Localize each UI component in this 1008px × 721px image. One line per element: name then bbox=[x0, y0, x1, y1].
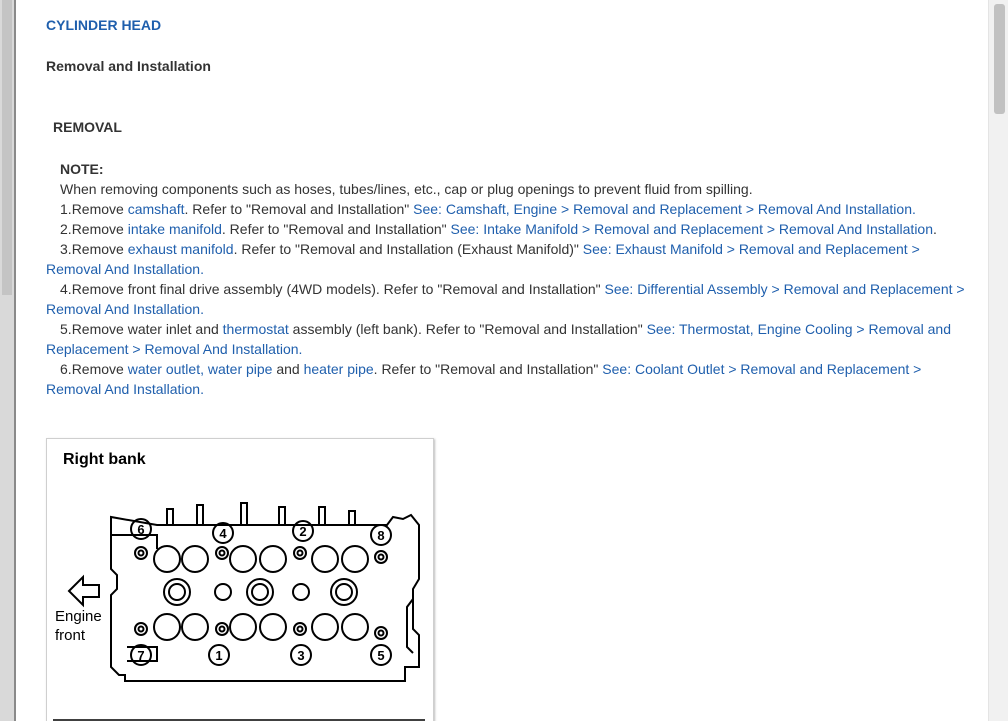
right-scrollbar-thumb[interactable] bbox=[994, 4, 1005, 114]
heater-pipe-link[interactable]: heater pipe bbox=[303, 361, 374, 377]
thermostat-link[interactable]: thermostat bbox=[222, 321, 289, 337]
step-text: . Refer to "Removal and Installation" bbox=[373, 361, 603, 377]
see-exhaust-manifold-link[interactable]: See: Exhaust Manifold > Removal and Replacement > Removal And Installation bbox=[46, 241, 920, 277]
bolt-number: 6 bbox=[137, 522, 145, 537]
step-text: Remove bbox=[71, 241, 128, 257]
step-text: . Refer to "Removal and Installation (Exhaust Manifold)" bbox=[233, 241, 583, 257]
step-1 bbox=[46, 199, 976, 219]
step-4 bbox=[46, 279, 976, 319]
see-intake-manifold-link[interactable]: See: Intake Manifold > Removal and Replacement > Removal And Installation bbox=[450, 221, 934, 237]
bolt-number: 2 bbox=[299, 524, 307, 539]
see-differential-assembly-link[interactable]: See: Differential Assembly > Removal and Replacement > Removal And Installation bbox=[46, 281, 965, 317]
step-text: assembly (left bank). Refer to "Removal and Installation" bbox=[288, 321, 647, 337]
step-number: 5. bbox=[60, 321, 72, 337]
step-2 bbox=[46, 219, 976, 239]
bolt-number: 3 bbox=[297, 648, 305, 663]
step-text: . Refer to "Removal and Installation" bbox=[184, 201, 414, 217]
step-number: 4. bbox=[60, 281, 72, 297]
step-number: 2. bbox=[60, 221, 72, 237]
procedure-body bbox=[46, 159, 976, 399]
water-outlet-link[interactable]: water outlet bbox=[127, 361, 201, 377]
camshaft-link[interactable]: camshaft bbox=[127, 201, 185, 217]
cylinder-head-outline bbox=[111, 503, 419, 681]
bolt-number: 7 bbox=[137, 648, 145, 663]
bolt-number: 5 bbox=[377, 648, 385, 663]
left-scrollbar-thumb[interactable] bbox=[2, 0, 12, 295]
step-period: . bbox=[298, 341, 303, 357]
step-text: . Refer to "Removal and Installation" bbox=[221, 221, 451, 237]
figure-title: Right bank bbox=[63, 451, 146, 468]
note-label: NOTE: bbox=[60, 161, 104, 177]
step-number: 1. bbox=[60, 201, 72, 217]
front-label: front bbox=[55, 627, 86, 644]
see-camshaft-link[interactable]: See: Camshaft, Engine > Removal and Replacement > Removal And Installation bbox=[413, 201, 912, 217]
see-thermostat-link[interactable]: See: Thermostat, Engine Cooling > Removal and Replacement > Removal And Installation bbox=[46, 321, 951, 357]
step-period: . bbox=[933, 221, 937, 237]
step-period: . bbox=[200, 301, 204, 317]
step-text: Remove front final drive assembly (4WD models). Refer to "Removal and Installation" bbox=[71, 281, 605, 297]
step-number: 3. bbox=[60, 241, 72, 257]
bolt-number: 1 bbox=[215, 648, 223, 663]
bolt-number: 4 bbox=[219, 526, 227, 541]
step-5 bbox=[46, 319, 976, 359]
engine-label: Engine bbox=[55, 608, 102, 625]
step-3 bbox=[46, 239, 976, 279]
step-text: Remove bbox=[71, 221, 128, 237]
step-text: Remove bbox=[71, 201, 128, 217]
step-text: Remove bbox=[71, 361, 128, 377]
section-heading: REMOVAL bbox=[53, 119, 122, 135]
cylinder-head-diagram bbox=[47, 439, 433, 721]
step-period: . bbox=[200, 261, 204, 277]
intake-manifold-link[interactable]: intake manifold bbox=[127, 221, 222, 237]
page-title: CYLINDER HEAD bbox=[46, 17, 162, 33]
separator: , bbox=[200, 361, 208, 377]
see-coolant-outlet-link[interactable]: See: Coolant Outlet > Removal and Replacement > Removal And Installation bbox=[46, 361, 922, 397]
exhaust-manifold-link[interactable]: exhaust manifold bbox=[127, 241, 234, 257]
left-scrollbar[interactable] bbox=[0, 0, 14, 721]
step-number: 6. bbox=[60, 361, 72, 377]
water-pipe-link[interactable]: water pipe bbox=[207, 361, 273, 377]
step-6 bbox=[46, 359, 976, 399]
step-period: . bbox=[200, 381, 204, 397]
note-text: When removing components such as hoses, tubes/lines, etc., cap or plug openings to prevent fluid from spilling. bbox=[60, 181, 753, 197]
page-subtitle: Removal and Installation bbox=[46, 58, 211, 74]
step-text: and bbox=[272, 361, 304, 377]
step-period: . bbox=[911, 201, 916, 217]
bolt-number: 8 bbox=[377, 528, 385, 543]
right-scrollbar[interactable] bbox=[988, 0, 1008, 721]
engine-front-arrow-icon bbox=[69, 577, 99, 605]
step-text: Remove water inlet and bbox=[71, 321, 223, 337]
document-content bbox=[16, 0, 988, 721]
cylinder-head-figure bbox=[46, 438, 434, 721]
